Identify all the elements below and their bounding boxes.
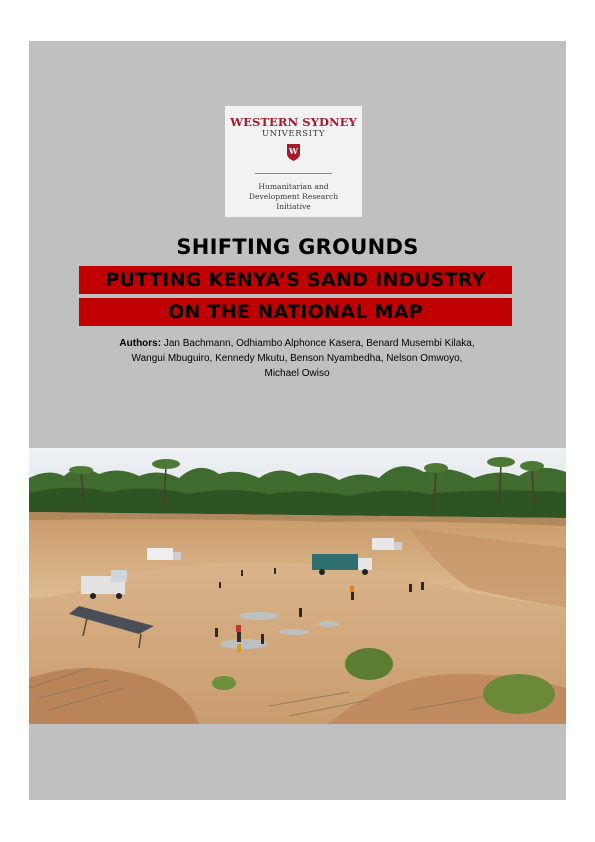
cover-photo	[29, 448, 566, 724]
university-logo	[225, 106, 362, 217]
logo-institute-line2: Development Research	[248, 192, 339, 201]
authors-label: Authors:	[119, 338, 162, 349]
logo-institute-line3: Initiative	[276, 202, 311, 211]
logo-divider	[255, 173, 332, 174]
authors-block	[117, 336, 477, 381]
report-title: SHIFTING GROUNDS	[176, 235, 419, 259]
logo-university-word: UNIVERSITY	[261, 129, 326, 139]
authors-names: Jan Bachmann, Odhiambo Alphonce Kasera, Benard Musembi Kilaka, Wangui Mbuguiro, Kennedy Mkutu, Benson Nyambedha, Nelson Omwoyo, Michael Owiso	[131, 338, 475, 379]
logo-institute-line1: Humanitarian and	[258, 182, 329, 191]
report-subtitle-line1: PUTTING KENYA’S SAND INDUSTRY	[79, 266, 512, 294]
logo-university-name: WESTERN SYDNEY	[230, 115, 357, 129]
crest-icon	[287, 144, 300, 161]
cover-panel	[29, 41, 566, 800]
report-subtitle-line2: ON THE NATIONAL MAP	[79, 298, 512, 326]
crest-letter: W	[289, 146, 298, 156]
